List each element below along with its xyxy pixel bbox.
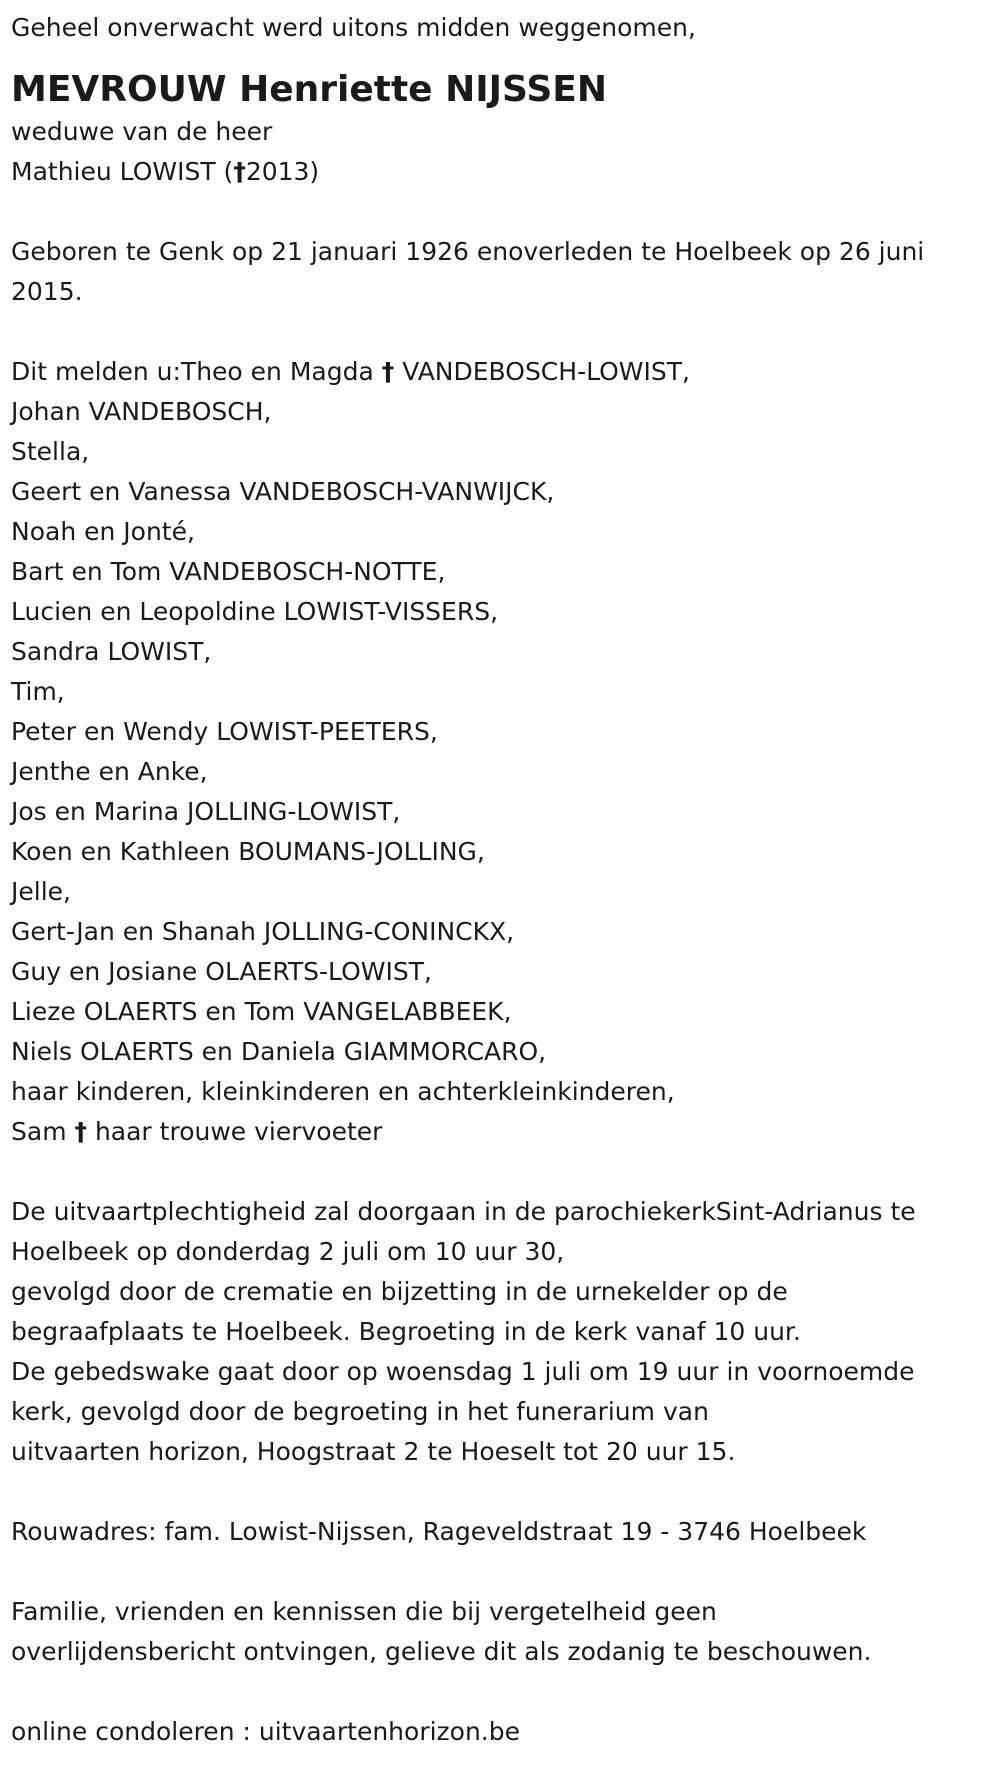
pet-text: haar trouwe viervoeter [87, 1117, 383, 1146]
spacer [11, 312, 990, 352]
family-line: Stella, [11, 437, 90, 466]
family-line: Koen en Kathleen BOUMANS-JOLLING, [11, 837, 485, 866]
online-condolence: online condoleren : uitvaartenhorizon.be [11, 1717, 521, 1746]
family-line: Jos en Marina JOLLING-LOWIST, [11, 797, 401, 826]
family-line: Gert-Jan en Shanah JOLLING-CONINCKX, [11, 917, 515, 946]
spacer [11, 192, 990, 232]
family-line: Tim, [11, 677, 65, 706]
spacer [11, 1472, 990, 1512]
cross-icon: † [233, 157, 246, 186]
ceremony-line: kerk, gevolgd door de begroeting in het funerarium van [11, 1397, 709, 1426]
husband-name: Mathieu LOWIST ( [11, 157, 234, 186]
notice-line: Familie, vrienden en kennissen die bij vergetelheid geen [11, 1597, 717, 1626]
pet-line [11, 1112, 990, 1152]
mourning-address: Rouwadres: fam. Lowist-Nijssen, Rageveldstraat 19 - 3746 Hoelbeek [11, 1517, 867, 1546]
family-line: Sandra LOWIST, [11, 637, 212, 666]
husband-line [11, 152, 990, 192]
birth-line-2: 2015. [11, 277, 83, 306]
birth-line-1: Geboren te Genk op 21 januari 1926 enoverleden te Hoelbeek op 26 juni [11, 237, 925, 266]
spacer [11, 1152, 990, 1192]
ceremony-line: Hoelbeek op donderdag 2 juli om 10 uur 30, [11, 1237, 565, 1266]
family-line: Johan VANDEBOSCH, [11, 397, 272, 426]
family-line: Lieze OLAERTS en Tom VANGELABBEEK, [11, 997, 512, 1026]
intro-line: Geheel onverwacht werd uitons midden weggenomen, [11, 13, 696, 42]
ceremony-line: gevolgd door de crematie en bijzetting in de urnekelder op de [11, 1277, 788, 1306]
ceremony-line: uitvaarten horizon, Hoogstraat 2 te Hoeselt tot 20 uur 15. [11, 1437, 736, 1466]
family-line: Bart en Tom VANDEBOSCH-NOTTE, [11, 557, 446, 586]
cross-icon: † [381, 357, 395, 386]
family-line: Jenthe en Anke, [11, 757, 208, 786]
ceremony-line: De uitvaartplechtigheid zal doorgaan in de parochiekerkSint-Adrianus te [11, 1197, 916, 1226]
announcers-text-b: VANDEBOSCH-LOWIST, [394, 357, 690, 386]
family-line: Peter en Wendy LOWIST-PEETERS, [11, 717, 438, 746]
notice-paragraph [11, 1592, 990, 1672]
deceased-name: MEVROUW Henriette NIJSSEN [11, 69, 608, 110]
family-line: Geert en Vanessa VANDEBOSCH-VANWIJCK, [11, 477, 555, 506]
husband-year: 2013) [245, 157, 320, 186]
announcers-text-a: Dit melden u:Theo en Magda [11, 357, 382, 386]
ceremony-line: De gebedswake gaat door op woensdag 1 juli om 19 uur in voornoemde [11, 1357, 915, 1386]
family-line: Noah en Jonté, [11, 517, 195, 546]
family-line: haar kinderen, kleinkinderen en achterkleinkinderen, [11, 1077, 675, 1106]
widow-line: weduwe van de heer [11, 117, 273, 146]
spacer [11, 1672, 990, 1712]
family-line: Niels OLAERTS en Daniela GIAMMORCARO, [11, 1037, 547, 1066]
family-line: Jelle, [11, 877, 71, 906]
announcers-first-line [11, 352, 990, 392]
spacer [11, 1552, 990, 1592]
notice-line: overlijdensbericht ontvingen, gelieve dit als zodanig te beschouwen. [11, 1637, 872, 1666]
ceremony-line: begraafplaats te Hoelbeek. Begroeting in de kerk vanaf 10 uur. [11, 1317, 801, 1346]
ceremony-paragraph [11, 1192, 990, 1472]
cross-icon: † [74, 1117, 87, 1146]
family-line: Lucien en Leopoldine LOWIST-VISSERS, [11, 597, 499, 626]
family-list [11, 392, 990, 1112]
pet-name: Sam [11, 1117, 75, 1146]
family-line: Guy en Josiane OLAERTS-LOWIST, [11, 957, 432, 986]
